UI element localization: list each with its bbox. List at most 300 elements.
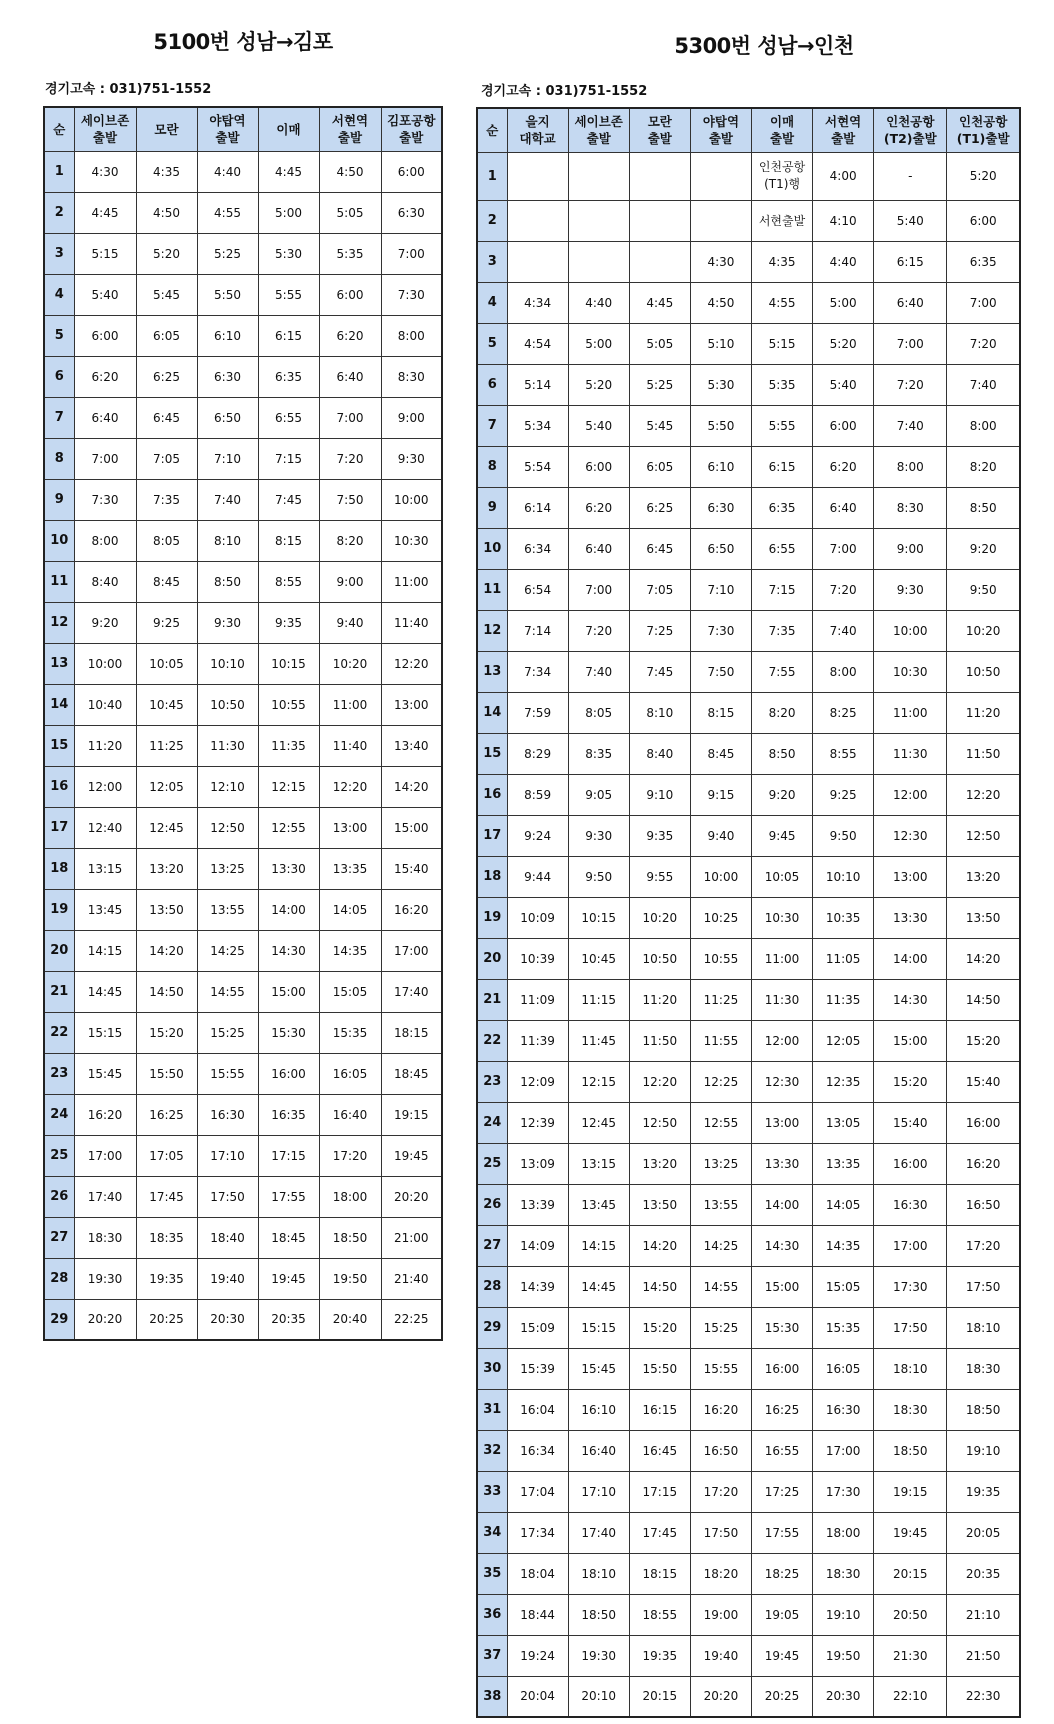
time-cell: 11:00 <box>381 561 442 602</box>
time-cell: 12:45 <box>136 807 197 848</box>
time-cell: 8:00 <box>381 315 442 356</box>
time-cell: 4:34 <box>507 282 568 323</box>
time-cell: 4:00 <box>813 152 874 200</box>
time-cell: 5:25 <box>629 364 690 405</box>
time-cell: 11:05 <box>813 938 874 979</box>
time-cell: 6:40 <box>813 487 874 528</box>
time-cell: 11:25 <box>136 725 197 766</box>
column-header: 서현역 출발 <box>319 107 381 151</box>
table-row <box>477 241 1020 282</box>
time-cell: 7:10 <box>690 569 751 610</box>
time-cell: 8:50 <box>947 487 1020 528</box>
row-number: 38 <box>477 1676 507 1717</box>
time-cell: 11:20 <box>947 692 1020 733</box>
time-cell: 6:35 <box>258 356 319 397</box>
time-cell: 18:30 <box>874 1389 947 1430</box>
time-cell: 6:15 <box>258 315 319 356</box>
time-cell: 18:10 <box>568 1553 629 1594</box>
time-cell: 6:15 <box>751 446 812 487</box>
time-cell: 6:05 <box>136 315 197 356</box>
time-cell: 4:50 <box>690 282 751 323</box>
time-cell: 18:55 <box>629 1594 690 1635</box>
time-cell: 11:00 <box>874 692 947 733</box>
time-cell: 12:35 <box>813 1061 874 1102</box>
time-cell: 17:50 <box>690 1512 751 1553</box>
time-cell: 8:50 <box>751 733 812 774</box>
column-header: 이매 <box>258 107 319 151</box>
table-row <box>44 315 442 356</box>
time-cell: 7:30 <box>690 610 751 651</box>
time-cell: 5:20 <box>947 152 1020 200</box>
time-cell: 10:50 <box>629 938 690 979</box>
table-row <box>477 1266 1020 1307</box>
time-cell: 14:20 <box>381 766 442 807</box>
time-cell: 12:09 <box>507 1061 568 1102</box>
time-cell: 8:55 <box>813 733 874 774</box>
time-cell: 14:45 <box>568 1266 629 1307</box>
time-cell: 10:39 <box>507 938 568 979</box>
table-row <box>477 446 1020 487</box>
time-cell: 16:00 <box>947 1102 1020 1143</box>
table-row <box>477 569 1020 610</box>
time-cell: 17:00 <box>381 930 442 971</box>
time-cell: 17:30 <box>813 1471 874 1512</box>
table-row <box>477 1307 1020 1348</box>
time-cell: 14:05 <box>319 889 381 930</box>
time-cell: 11:30 <box>751 979 812 1020</box>
time-cell: 13:00 <box>874 856 947 897</box>
row-number: 35 <box>477 1553 507 1594</box>
time-cell: 7:45 <box>629 651 690 692</box>
time-cell: 15:20 <box>136 1012 197 1053</box>
time-cell <box>568 152 629 200</box>
time-cell: 17:40 <box>381 971 442 1012</box>
column-header: 세이브존 출발 <box>74 107 136 151</box>
right-contact: 경기고속 : 031)751-1552 <box>481 84 648 99</box>
time-cell: 9:45 <box>751 815 812 856</box>
time-cell: 16:15 <box>629 1389 690 1430</box>
time-cell: 10:15 <box>568 897 629 938</box>
time-cell: 5:50 <box>197 274 258 315</box>
row-number: 4 <box>44 274 74 315</box>
time-cell: 19:10 <box>947 1430 1020 1471</box>
time-cell: 18:15 <box>381 1012 442 1053</box>
row-number: 28 <box>44 1258 74 1299</box>
time-cell: 7:45 <box>258 479 319 520</box>
time-cell: 21:10 <box>947 1594 1020 1635</box>
time-cell: 7:00 <box>568 569 629 610</box>
time-cell: 18:30 <box>813 1553 874 1594</box>
time-cell: 9:30 <box>874 569 947 610</box>
row-number: 23 <box>477 1061 507 1102</box>
time-cell: 17:45 <box>136 1176 197 1217</box>
row-number: 27 <box>477 1225 507 1266</box>
time-cell: 20:15 <box>874 1553 947 1594</box>
time-cell: 4:45 <box>629 282 690 323</box>
row-number: 21 <box>44 971 74 1012</box>
time-cell: 9:35 <box>258 602 319 643</box>
time-cell: 4:35 <box>751 241 812 282</box>
time-cell: 12:50 <box>629 1102 690 1143</box>
time-cell: 8:20 <box>319 520 381 561</box>
time-cell: 5:50 <box>690 405 751 446</box>
row-number: 19 <box>477 897 507 938</box>
row-number: 22 <box>477 1020 507 1061</box>
time-cell: 8:00 <box>74 520 136 561</box>
time-cell: 13:55 <box>197 889 258 930</box>
time-cell: 7:05 <box>629 569 690 610</box>
row-number: 14 <box>477 692 507 733</box>
table-row <box>477 323 1020 364</box>
row-number: 3 <box>44 233 74 274</box>
row-number: 3 <box>477 241 507 282</box>
row-number: 21 <box>477 979 507 1020</box>
time-cell: 4:45 <box>258 151 319 192</box>
time-cell <box>629 200 690 241</box>
time-cell: 7:35 <box>751 610 812 651</box>
time-cell: 4:35 <box>136 151 197 192</box>
table-row <box>44 807 442 848</box>
table-row <box>477 1430 1020 1471</box>
row-number: 5 <box>477 323 507 364</box>
time-cell: 22:30 <box>947 1676 1020 1717</box>
row-number: 18 <box>44 848 74 889</box>
time-cell: 7:05 <box>136 438 197 479</box>
row-number: 10 <box>44 520 74 561</box>
time-cell: 13:45 <box>568 1184 629 1225</box>
time-cell: 7:55 <box>751 651 812 692</box>
time-cell: 13:20 <box>947 856 1020 897</box>
time-cell: 14:30 <box>258 930 319 971</box>
time-cell: 17:00 <box>874 1225 947 1266</box>
time-cell: 11:35 <box>258 725 319 766</box>
time-cell: 8:05 <box>568 692 629 733</box>
time-cell: 17:55 <box>751 1512 812 1553</box>
time-cell: 11:30 <box>874 733 947 774</box>
table-row <box>477 364 1020 405</box>
time-cell: 17:40 <box>74 1176 136 1217</box>
time-cell: 9:40 <box>690 815 751 856</box>
time-cell <box>629 152 690 200</box>
time-cell: 12:50 <box>947 815 1020 856</box>
time-cell: 7:00 <box>74 438 136 479</box>
row-number: 24 <box>44 1094 74 1135</box>
time-cell: 7:40 <box>947 364 1020 405</box>
time-cell: 5:40 <box>813 364 874 405</box>
table-row <box>44 1012 442 1053</box>
time-cell: 9:30 <box>197 602 258 643</box>
time-cell: 16:50 <box>690 1430 751 1471</box>
time-cell: 16:20 <box>381 889 442 930</box>
time-cell: 8:30 <box>874 487 947 528</box>
header-row <box>477 108 1020 152</box>
time-cell: 7:00 <box>874 323 947 364</box>
time-cell: 10:00 <box>74 643 136 684</box>
time-cell: 17:50 <box>874 1307 947 1348</box>
time-cell: 14:50 <box>136 971 197 1012</box>
time-cell <box>690 152 751 200</box>
time-cell: 14:30 <box>874 979 947 1020</box>
row-number: 17 <box>44 807 74 848</box>
time-cell: 12:15 <box>258 766 319 807</box>
time-cell: 12:45 <box>568 1102 629 1143</box>
time-cell: 11:30 <box>197 725 258 766</box>
time-cell: 6:30 <box>197 356 258 397</box>
time-cell: 19:45 <box>258 1258 319 1299</box>
time-cell: 16:34 <box>507 1430 568 1471</box>
table-row <box>477 815 1020 856</box>
time-cell: 6:50 <box>197 397 258 438</box>
time-cell: 8:10 <box>197 520 258 561</box>
row-number: 4 <box>477 282 507 323</box>
column-header: 순 <box>44 107 74 151</box>
time-cell: 9:00 <box>874 528 947 569</box>
row-number: 17 <box>477 815 507 856</box>
time-cell: 7:50 <box>690 651 751 692</box>
time-cell: 4:50 <box>136 192 197 233</box>
time-cell: 16:40 <box>319 1094 381 1135</box>
time-cell: 19:30 <box>74 1258 136 1299</box>
time-cell: 5:30 <box>258 233 319 274</box>
time-cell: 19:40 <box>197 1258 258 1299</box>
time-cell: 15:35 <box>319 1012 381 1053</box>
table-row <box>44 438 442 479</box>
time-cell: 13:35 <box>813 1143 874 1184</box>
column-header: 서현역 출발 <box>813 108 874 152</box>
column-header: 인천공항 (T1)출발 <box>947 108 1020 152</box>
table-row <box>44 479 442 520</box>
time-cell: 13:30 <box>751 1143 812 1184</box>
time-cell: 10:00 <box>690 856 751 897</box>
time-cell: 12:00 <box>74 766 136 807</box>
time-cell: 14:00 <box>258 889 319 930</box>
time-cell: 10:09 <box>507 897 568 938</box>
time-cell: 5:54 <box>507 446 568 487</box>
time-cell: 20:50 <box>874 1594 947 1635</box>
time-cell: 8:00 <box>813 651 874 692</box>
time-cell: 16:20 <box>74 1094 136 1135</box>
time-cell: 10:15 <box>258 643 319 684</box>
time-cell <box>507 152 568 200</box>
time-cell: 7:14 <box>507 610 568 651</box>
time-cell: 16:25 <box>136 1094 197 1135</box>
time-cell: 4:55 <box>197 192 258 233</box>
time-cell: 20:20 <box>381 1176 442 1217</box>
time-cell: 7:59 <box>507 692 568 733</box>
time-cell <box>507 241 568 282</box>
time-cell: 18:10 <box>947 1307 1020 1348</box>
time-cell: 7:15 <box>751 569 812 610</box>
time-cell: 7:00 <box>947 282 1020 323</box>
time-cell: 14:35 <box>813 1225 874 1266</box>
time-cell: 8:15 <box>258 520 319 561</box>
time-cell: 9:50 <box>568 856 629 897</box>
time-cell: 21:30 <box>874 1635 947 1676</box>
time-cell: 8:20 <box>751 692 812 733</box>
time-cell: 20:25 <box>751 1676 812 1717</box>
time-cell: 11:35 <box>813 979 874 1020</box>
time-cell: 17:50 <box>947 1266 1020 1307</box>
time-cell: 16:05 <box>813 1348 874 1389</box>
time-cell: 15:00 <box>258 971 319 1012</box>
time-cell: 7:20 <box>319 438 381 479</box>
row-number: 18 <box>477 856 507 897</box>
time-cell: 9:10 <box>629 774 690 815</box>
time-cell: 6:25 <box>136 356 197 397</box>
time-cell: 9:30 <box>381 438 442 479</box>
time-cell: 15:20 <box>947 1020 1020 1061</box>
time-cell: 10:05 <box>751 856 812 897</box>
time-cell: 5:45 <box>629 405 690 446</box>
time-cell: 14:20 <box>947 938 1020 979</box>
time-cell: 16:00 <box>258 1053 319 1094</box>
time-cell: 7:35 <box>136 479 197 520</box>
time-cell: 5:40 <box>568 405 629 446</box>
time-cell: 6:30 <box>690 487 751 528</box>
table-row <box>44 1135 442 1176</box>
time-cell: 18:04 <box>507 1553 568 1594</box>
time-cell: 9:40 <box>319 602 381 643</box>
time-cell: 18:00 <box>813 1512 874 1553</box>
time-cell: 16:04 <box>507 1389 568 1430</box>
time-cell: 6:50 <box>690 528 751 569</box>
time-cell: 12:50 <box>197 807 258 848</box>
time-cell: 10:00 <box>874 610 947 651</box>
time-cell: 16:00 <box>874 1143 947 1184</box>
time-cell: 8:55 <box>258 561 319 602</box>
time-cell: 12:30 <box>751 1061 812 1102</box>
time-cell: 6:20 <box>813 446 874 487</box>
column-header: 세이브존 출발 <box>568 108 629 152</box>
time-cell: 16:45 <box>629 1430 690 1471</box>
time-cell: 19:30 <box>568 1635 629 1676</box>
time-cell: 16:55 <box>751 1430 812 1471</box>
column-header: 야탑역 출발 <box>690 108 751 152</box>
time-cell <box>690 200 751 241</box>
time-cell: 14:50 <box>947 979 1020 1020</box>
time-cell: 20:35 <box>258 1299 319 1340</box>
row-number: 13 <box>44 643 74 684</box>
time-cell: 7:40 <box>197 479 258 520</box>
time-cell: 17:34 <box>507 1512 568 1553</box>
time-cell: 6:40 <box>319 356 381 397</box>
time-cell: 7:20 <box>874 364 947 405</box>
time-cell: 14:35 <box>319 930 381 971</box>
time-cell: 4:40 <box>197 151 258 192</box>
time-cell: 13:05 <box>813 1102 874 1143</box>
row-number: 37 <box>477 1635 507 1676</box>
time-cell: 8:40 <box>74 561 136 602</box>
time-cell: 19:45 <box>751 1635 812 1676</box>
time-cell: 11:25 <box>690 979 751 1020</box>
header-row <box>44 107 442 151</box>
time-cell: 12:10 <box>197 766 258 807</box>
time-cell: 19:24 <box>507 1635 568 1676</box>
time-cell: 6:35 <box>947 241 1020 282</box>
time-cell: 14:55 <box>197 971 258 1012</box>
row-number: 32 <box>477 1430 507 1471</box>
time-cell: 7:25 <box>629 610 690 651</box>
row-number: 5 <box>44 315 74 356</box>
time-cell: 15:00 <box>751 1266 812 1307</box>
time-cell: 13:00 <box>381 684 442 725</box>
right-title: 5300번 성남→인천 <box>674 34 854 58</box>
time-cell: 15:55 <box>690 1348 751 1389</box>
time-cell: 20:10 <box>568 1676 629 1717</box>
time-cell: 5:15 <box>751 323 812 364</box>
time-cell: 4:50 <box>319 151 381 192</box>
time-cell: 13:39 <box>507 1184 568 1225</box>
time-cell: 6:55 <box>258 397 319 438</box>
time-cell: 9:44 <box>507 856 568 897</box>
row-number: 19 <box>44 889 74 930</box>
time-cell: 17:20 <box>319 1135 381 1176</box>
time-cell: 7:20 <box>568 610 629 651</box>
row-number: 8 <box>477 446 507 487</box>
table-row <box>44 1299 442 1340</box>
table-row <box>44 561 442 602</box>
time-cell: 20:25 <box>136 1299 197 1340</box>
time-cell: 9:35 <box>629 815 690 856</box>
row-number: 31 <box>477 1389 507 1430</box>
table-row <box>44 520 442 561</box>
time-cell: 14:15 <box>74 930 136 971</box>
time-cell: 13:15 <box>74 848 136 889</box>
row-number: 8 <box>44 438 74 479</box>
time-cell: 6:20 <box>319 315 381 356</box>
time-cell: 10:00 <box>381 479 442 520</box>
time-cell: 10:40 <box>74 684 136 725</box>
time-cell: 12:00 <box>874 774 947 815</box>
time-cell: 15:15 <box>568 1307 629 1348</box>
time-cell: 20:20 <box>74 1299 136 1340</box>
time-cell: 15:40 <box>874 1102 947 1143</box>
time-cell: 14:55 <box>690 1266 751 1307</box>
time-cell: 17:30 <box>874 1266 947 1307</box>
time-cell: 11:20 <box>629 979 690 1020</box>
row-number: 28 <box>477 1266 507 1307</box>
time-cell: 10:10 <box>197 643 258 684</box>
time-cell: 19:15 <box>381 1094 442 1135</box>
time-cell: 6:00 <box>319 274 381 315</box>
time-cell: 6:45 <box>136 397 197 438</box>
row-number: 30 <box>477 1348 507 1389</box>
time-cell: 19:40 <box>690 1635 751 1676</box>
time-cell: 10:20 <box>629 897 690 938</box>
time-cell: 17:15 <box>629 1471 690 1512</box>
time-cell: 9:20 <box>947 528 1020 569</box>
time-cell: 12:30 <box>874 815 947 856</box>
time-cell: 16:20 <box>690 1389 751 1430</box>
timetable-5300 <box>476 107 1021 1718</box>
time-cell: 21:00 <box>381 1217 442 1258</box>
time-cell: 17:20 <box>947 1225 1020 1266</box>
time-cell: 8:35 <box>568 733 629 774</box>
row-number: 16 <box>477 774 507 815</box>
time-cell: 7:20 <box>813 569 874 610</box>
time-cell: 인천공항 (T1)행 <box>751 152 812 200</box>
time-cell: 12:25 <box>690 1061 751 1102</box>
time-cell: 18:45 <box>258 1217 319 1258</box>
table-row <box>477 897 1020 938</box>
time-cell: 17:05 <box>136 1135 197 1176</box>
time-cell: 4:40 <box>568 282 629 323</box>
time-cell: 13:35 <box>319 848 381 889</box>
time-cell: 8:30 <box>381 356 442 397</box>
time-cell: 20:30 <box>197 1299 258 1340</box>
time-cell: 15:25 <box>197 1012 258 1053</box>
time-cell: 10:10 <box>813 856 874 897</box>
